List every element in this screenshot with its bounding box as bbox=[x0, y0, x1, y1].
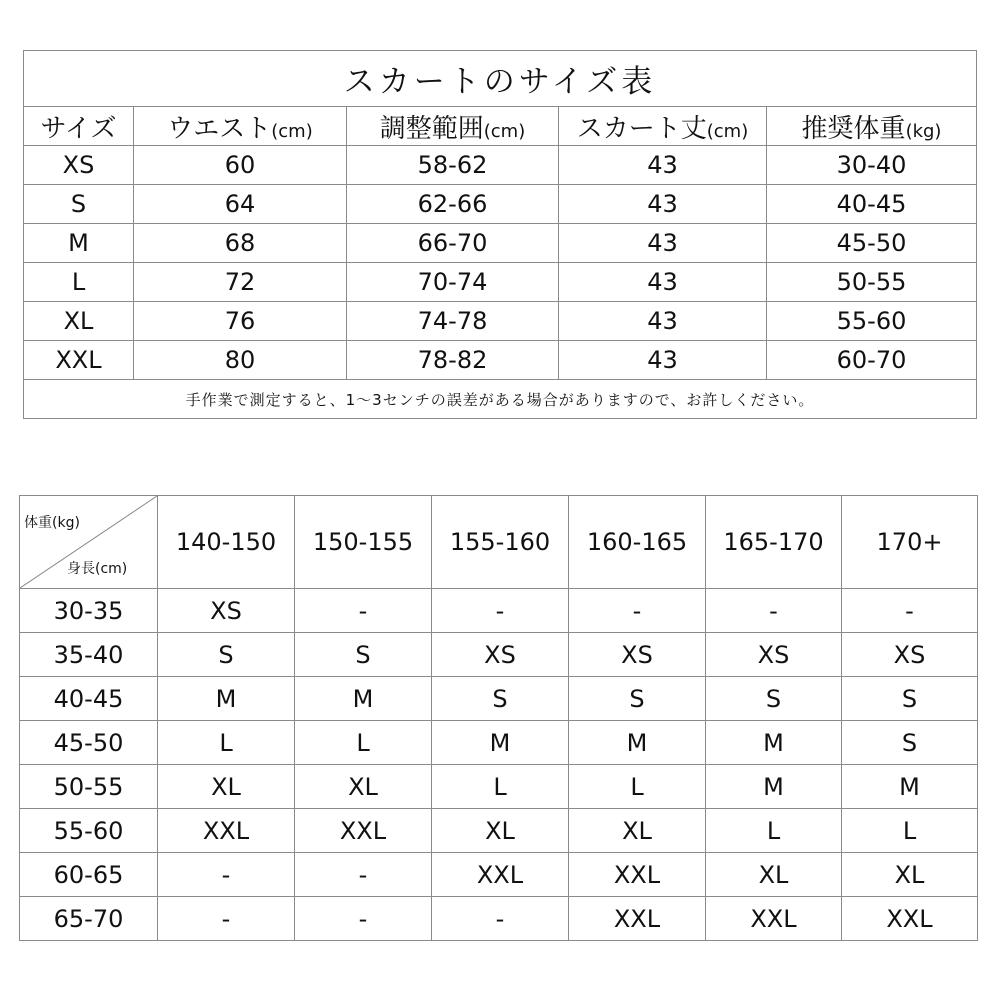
recommended-size-cell: XL bbox=[842, 853, 978, 897]
weight-range-cell: 65-70 bbox=[20, 897, 158, 941]
recommended-size-cell: S bbox=[158, 633, 295, 677]
height-range-header: 170+ bbox=[842, 496, 978, 589]
size-cell: XXL bbox=[24, 341, 134, 380]
recommended-size-cell: M bbox=[706, 721, 842, 765]
fit-table-row bbox=[20, 721, 978, 765]
measurement-note: 手作業で測定すると、1〜3センチの誤差がある場合がありますので、お許しください。 bbox=[24, 380, 977, 419]
size-table-row bbox=[24, 185, 977, 224]
recommended-size-cell: XL bbox=[432, 809, 569, 853]
weight-header bbox=[767, 107, 977, 146]
corner-weight-label: 体重(kg) bbox=[24, 515, 80, 531]
recommended-size-cell: XXL bbox=[158, 809, 295, 853]
recommended-size-cell: - bbox=[295, 853, 432, 897]
recommended-size-cell: XXL bbox=[706, 897, 842, 941]
height-range-header: 155-160 bbox=[432, 496, 569, 589]
recommended-size-cell: - bbox=[158, 853, 295, 897]
recommended-size-cell: XL bbox=[158, 765, 295, 809]
weight-cell: 40-45 bbox=[767, 185, 977, 224]
skirt-length-header-label: スカート丈 bbox=[576, 113, 707, 144]
recommended-size-cell: XS bbox=[569, 633, 706, 677]
weight-range-cell: 45-50 bbox=[20, 721, 158, 765]
waist-cell: 76 bbox=[134, 302, 347, 341]
waist-header-label: ウエスト bbox=[167, 113, 272, 144]
fit-table-row bbox=[20, 765, 978, 809]
adjust-range-cell: 78-82 bbox=[347, 341, 559, 380]
waist-cell: 68 bbox=[134, 224, 347, 263]
weight-header-unit: (kg) bbox=[905, 120, 942, 142]
recommended-size-cell: M bbox=[569, 721, 706, 765]
corner-height-label: 身長(cm) bbox=[67, 561, 128, 577]
waist-cell: 72 bbox=[134, 263, 347, 302]
skirt-length-cell: 43 bbox=[559, 263, 767, 302]
size-header bbox=[24, 107, 134, 146]
size-table-row bbox=[24, 146, 977, 185]
recommended-size-cell: M bbox=[295, 677, 432, 721]
recommended-size-cell: XXL bbox=[569, 897, 706, 941]
recommended-size-cell: XS bbox=[158, 589, 295, 633]
waist-cell: 80 bbox=[134, 341, 347, 380]
recommended-size-cell: L bbox=[842, 809, 978, 853]
recommended-size-cell: XXL bbox=[569, 853, 706, 897]
size-table-row bbox=[24, 341, 977, 380]
weight-range-cell: 50-55 bbox=[20, 765, 158, 809]
fit-table-row bbox=[20, 633, 978, 677]
height-range-header: 165-170 bbox=[706, 496, 842, 589]
recommended-size-cell: M bbox=[706, 765, 842, 809]
fit-table-row bbox=[20, 897, 978, 941]
size-table-body bbox=[24, 51, 977, 419]
recommended-size-cell: - bbox=[432, 897, 569, 941]
recommended-size-cell: M bbox=[842, 765, 978, 809]
fit-table-row bbox=[20, 677, 978, 721]
recommended-size-cell: XXL bbox=[295, 809, 432, 853]
size-table-row bbox=[24, 263, 977, 302]
recommended-size-cell: XS bbox=[432, 633, 569, 677]
recommended-size-cell: XS bbox=[842, 633, 978, 677]
adjust-range-cell: 62-66 bbox=[347, 185, 559, 224]
skirt-length-cell: 43 bbox=[559, 146, 767, 185]
size-table-row bbox=[24, 224, 977, 263]
recommended-size-cell: L bbox=[569, 765, 706, 809]
weight-range-cell: 60-65 bbox=[20, 853, 158, 897]
height-range-header: 140-150 bbox=[158, 496, 295, 589]
recommended-size-cell: S bbox=[569, 677, 706, 721]
fit-table-row bbox=[20, 589, 978, 633]
adjust-range-cell: 74-78 bbox=[347, 302, 559, 341]
weight-cell: 30-40 bbox=[767, 146, 977, 185]
size-table-title: スカートのサイズ表 bbox=[24, 51, 977, 107]
recommended-size-cell: S bbox=[842, 721, 978, 765]
weight-cell: 45-50 bbox=[767, 224, 977, 263]
height-range-header: 150-155 bbox=[295, 496, 432, 589]
recommended-size-cell: XXL bbox=[432, 853, 569, 897]
adjust-range-header bbox=[347, 107, 559, 146]
recommended-size-cell: - bbox=[569, 589, 706, 633]
weight-cell: 60-70 bbox=[767, 341, 977, 380]
recommended-size-cell: XL bbox=[569, 809, 706, 853]
size-cell: S bbox=[24, 185, 134, 224]
weight-range-cell: 35-40 bbox=[20, 633, 158, 677]
recommended-size-cell: L bbox=[706, 809, 842, 853]
size-cell: XL bbox=[24, 302, 134, 341]
skirt-length-header bbox=[559, 107, 767, 146]
fit-table-header-row bbox=[20, 496, 978, 589]
size-table-title-row bbox=[24, 51, 977, 107]
recommended-size-cell: L bbox=[158, 721, 295, 765]
recommended-size-cell: L bbox=[295, 721, 432, 765]
size-table-note-row bbox=[24, 380, 977, 419]
fit-table-row bbox=[20, 809, 978, 853]
weight-header-label: 推奨体重 bbox=[801, 113, 906, 144]
adjust-range-header-label: 調整範囲 bbox=[379, 113, 484, 144]
recommended-size-cell: XL bbox=[295, 765, 432, 809]
waist-cell: 64 bbox=[134, 185, 347, 224]
recommended-size-cell: - bbox=[295, 589, 432, 633]
recommended-size-cell: XL bbox=[706, 853, 842, 897]
recommended-size-cell: - bbox=[432, 589, 569, 633]
fit-table bbox=[19, 495, 978, 941]
weight-range-cell: 40-45 bbox=[20, 677, 158, 721]
skirt-length-cell: 43 bbox=[559, 341, 767, 380]
size-cell: M bbox=[24, 224, 134, 263]
recommended-size-cell: S bbox=[432, 677, 569, 721]
fit-table-row bbox=[20, 853, 978, 897]
size-cell: XS bbox=[24, 146, 134, 185]
recommended-size-cell: S bbox=[842, 677, 978, 721]
adjust-range-header-unit: (cm) bbox=[483, 120, 526, 142]
adjust-range-cell: 58-62 bbox=[347, 146, 559, 185]
recommended-size-cell: L bbox=[432, 765, 569, 809]
size-cell: L bbox=[24, 263, 134, 302]
recommended-size-cell: - bbox=[158, 897, 295, 941]
size-table bbox=[23, 50, 977, 419]
recommended-size-cell: - bbox=[706, 589, 842, 633]
weight-range-cell: 30-35 bbox=[20, 589, 158, 633]
waist-header-unit: (cm) bbox=[271, 120, 313, 142]
recommended-size-cell: S bbox=[706, 677, 842, 721]
recommended-size-cell: - bbox=[842, 589, 978, 633]
recommended-size-cell: XS bbox=[706, 633, 842, 677]
recommended-size-cell: M bbox=[158, 677, 295, 721]
skirt-length-cell: 43 bbox=[559, 224, 767, 263]
fit-table-body bbox=[20, 496, 978, 941]
skirt-length-cell: 43 bbox=[559, 302, 767, 341]
weight-range-cell: 55-60 bbox=[20, 809, 158, 853]
recommended-size-cell: S bbox=[295, 633, 432, 677]
weight-cell: 50-55 bbox=[767, 263, 977, 302]
size-table-row bbox=[24, 302, 977, 341]
size-table-header-row bbox=[24, 107, 977, 146]
weight-cell: 55-60 bbox=[767, 302, 977, 341]
fit-table-corner bbox=[20, 496, 158, 589]
height-range-header: 160-165 bbox=[569, 496, 706, 589]
recommended-size-cell: M bbox=[432, 721, 569, 765]
size-header-label: サイズ bbox=[40, 113, 117, 144]
recommended-size-cell: XXL bbox=[842, 897, 978, 941]
waist-header bbox=[134, 107, 347, 146]
waist-cell: 60 bbox=[134, 146, 347, 185]
skirt-length-cell: 43 bbox=[559, 185, 767, 224]
adjust-range-cell: 66-70 bbox=[347, 224, 559, 263]
skirt-length-header-unit: (cm) bbox=[706, 120, 749, 142]
recommended-size-cell: - bbox=[295, 897, 432, 941]
adjust-range-cell: 70-74 bbox=[347, 263, 559, 302]
